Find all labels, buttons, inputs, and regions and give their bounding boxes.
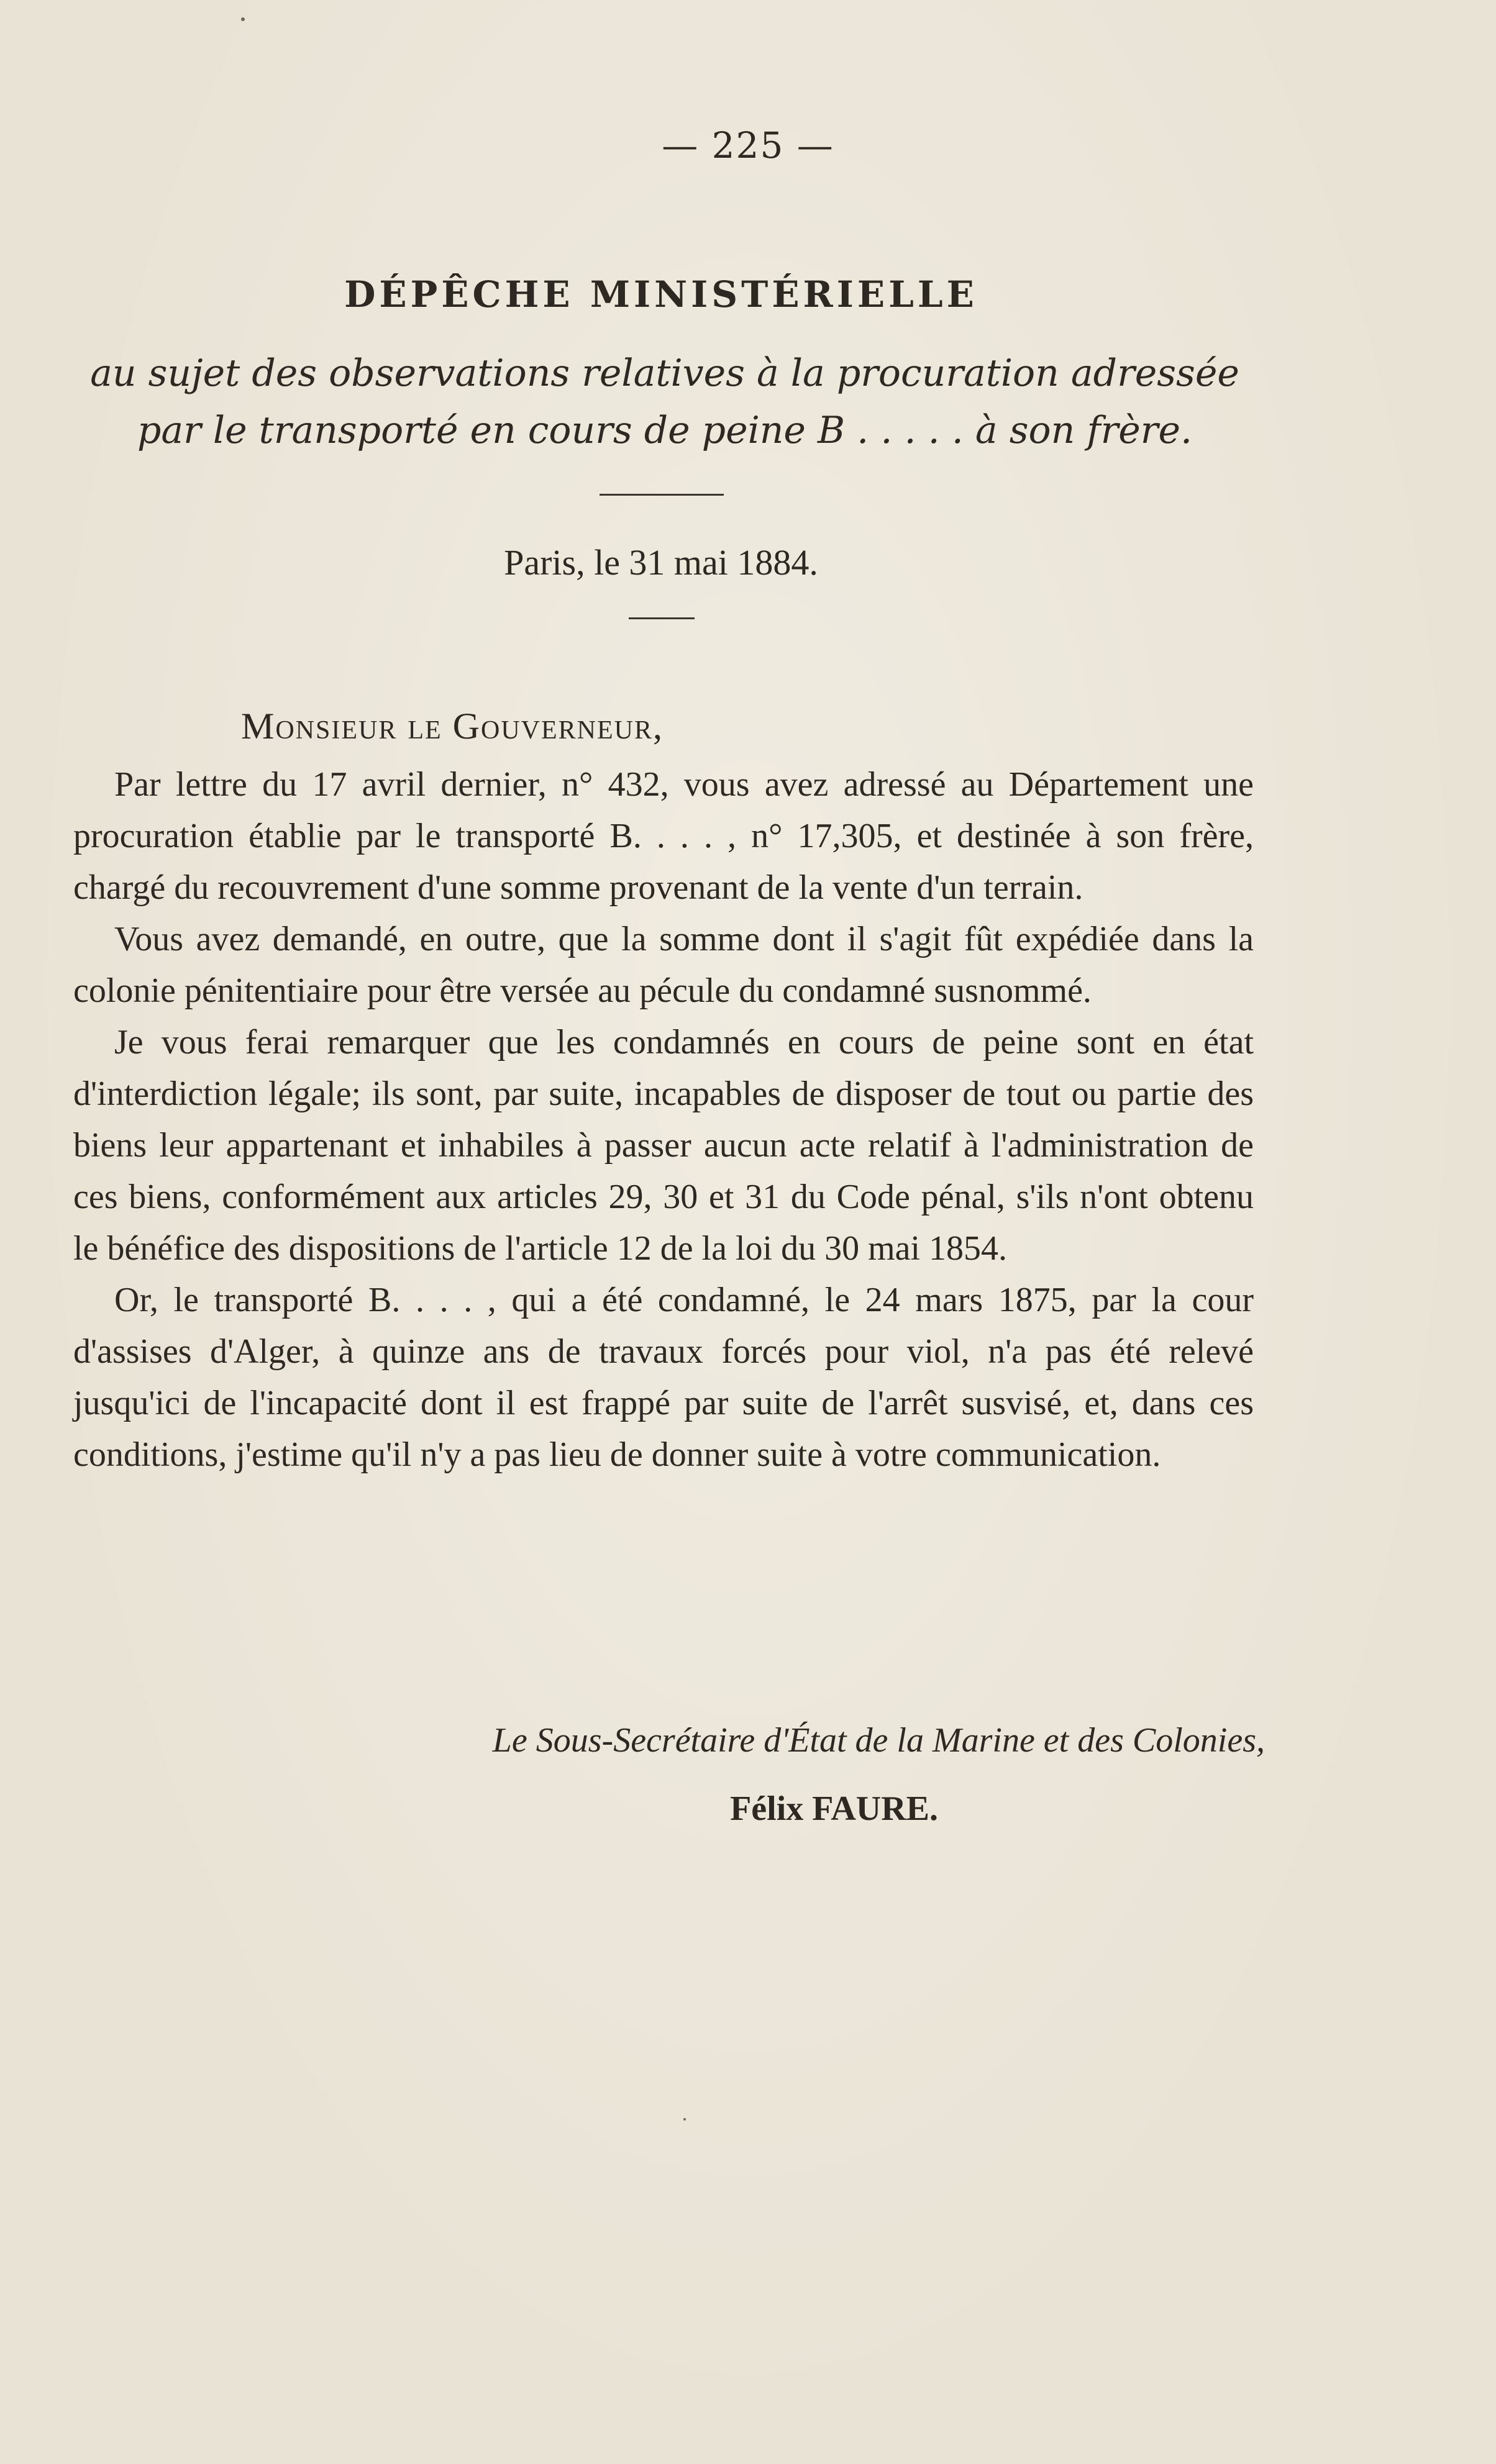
separator-rule-short — [629, 617, 695, 619]
signatory-name: Félix FAURE. — [730, 1789, 938, 1828]
paragraph: Par lettre du 17 avril dernier, n° 432, vous avez adressé au Département une procuration établie par le transporté B. . . . , n° 17,305, et destinée à son frère, chargé du recouvrement d'une somme provenant de la vente d'un terrain. — [73, 765, 1254, 907]
letter-body — [73, 759, 1254, 1481]
signatory-title: Le Sous-Secrétaire d'État de la Marine et des Colonies, — [492, 1721, 1265, 1760]
document-subtitle: au sujet des observations relatives à la procuration adressée par le transporté en cours de peine B . . . . . à son frère. — [90, 352, 1239, 452]
paragraph: Or, le transporté B. . . . , qui a été condamné, le 24 mars 1875, par la cour d'assises d'Alger, à quinze ans de travaux forcés pour viol, n'a pas été relevé jusqu'ici de l'incapacité dont il est frappé par suite de l'arrêt susvisé, et, dans ces conditions, j'estime qu'il n'y a pas lieu de donner suite à votre communication. — [73, 1281, 1254, 1474]
salutation: Monsieur le Gouverneur, — [241, 706, 664, 747]
paper-speck — [241, 17, 245, 21]
paragraph: Vous avez demandé, en outre, que la somme dont il s'agit fût expédiée dans la colonie pénitentiaire pour être versée au pécule du condamné susnommé. — [73, 920, 1254, 1010]
page-number: — 225 — — [662, 124, 834, 166]
separator-rule — [600, 494, 724, 496]
dateline: Paris, le 31 mai 1884. — [504, 542, 818, 583]
paper-speck — [683, 2118, 686, 2121]
document-title: DÉPÊCHE MINISTÉRIELLE — [344, 273, 978, 316]
paragraph: Je vous ferai remarquer que les condamnés en cours de peine sont en état d'interdiction légale; ils sont, par suite, incapables de disposer de tout ou partie des biens leur appartenant et inhabiles à passer aucun acte relatif à l'administration de ces biens, conformément aux articles 29, 30 et 31 du Code pénal, s'ils n'ont obtenu le bénéfice des dispositions de l'article 12 de la loi du 30 mai 1854. — [73, 1023, 1254, 1268]
